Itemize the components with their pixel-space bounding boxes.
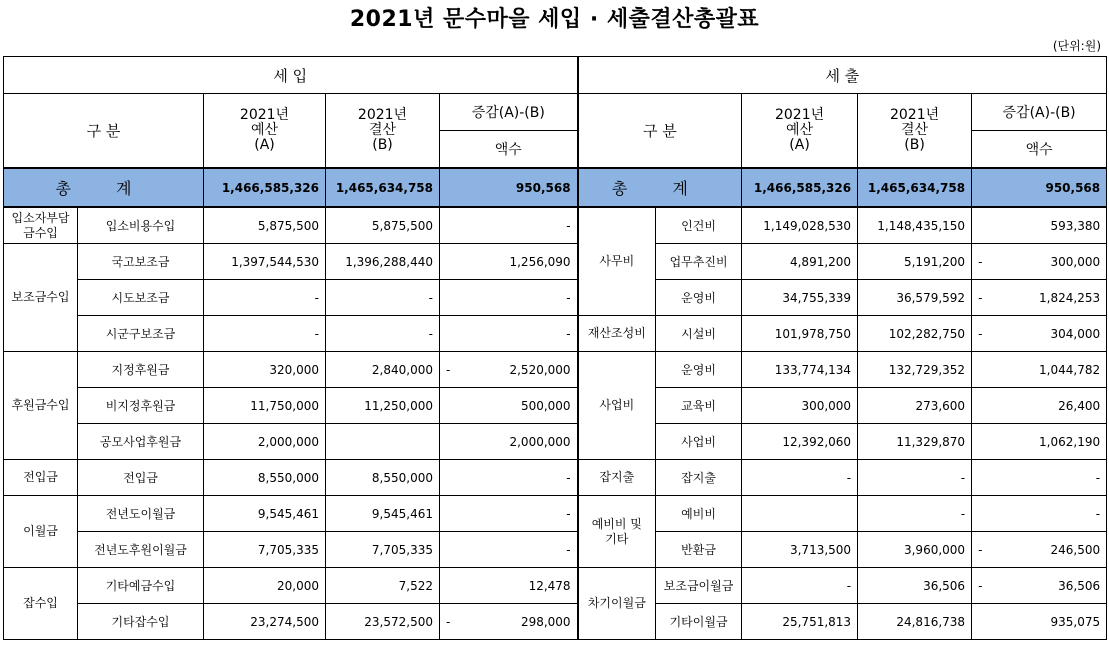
- expense-diff-value: 304,000: [1050, 326, 1101, 341]
- expense-diff-cell: [972, 568, 1107, 604]
- income-diff-value: -: [566, 470, 571, 485]
- expense-budget: 12,392,060: [742, 424, 858, 460]
- income-diff-cell: [440, 424, 578, 460]
- expense-settle: 36,579,592: [858, 280, 972, 316]
- expense-diff-cell: [972, 207, 1107, 244]
- expense-item: 인건비: [656, 207, 742, 244]
- expense-total-diff: 950,568: [972, 168, 1107, 207]
- expense-item: 예비비: [656, 496, 742, 532]
- expense-diff-value: 36,506: [1058, 578, 1101, 593]
- income-group-label: 보조금수입: [4, 244, 78, 352]
- table-row: [4, 460, 1107, 496]
- settlement-table: [3, 56, 1107, 640]
- income-total-diff: 950,568: [440, 168, 578, 207]
- income-item: 공모사업후원금: [78, 424, 204, 460]
- expense-amount-header: 액수: [972, 131, 1107, 169]
- negative-sign: -: [446, 614, 451, 629]
- expense-item: 기타이월금: [656, 604, 742, 640]
- income-diff-value: -: [566, 290, 571, 305]
- expense-total-budget: 1,466,585,326: [742, 168, 858, 207]
- income-diff-value: -: [566, 506, 571, 521]
- unit-label: (단위:원): [1052, 39, 1101, 53]
- income-item: 전년도후원이월금: [78, 532, 204, 568]
- expense-settle: -: [858, 496, 972, 532]
- negative-sign: -: [978, 290, 983, 305]
- expense-settle: 36,506: [858, 568, 972, 604]
- income-diff-cell: [440, 532, 578, 568]
- income-diff-cell: [440, 280, 578, 316]
- income-item: 국고보조금: [78, 244, 204, 280]
- income-budget: 23,274,500: [204, 604, 326, 640]
- expense-budget: 133,774,134: [742, 352, 858, 388]
- income-diff-value: -: [566, 542, 571, 557]
- income-total-settle: 1,465,634,758: [326, 168, 440, 207]
- expense-settle: 1,148,435,150: [858, 207, 972, 244]
- income-diff-value: 2,520,000: [509, 362, 571, 377]
- expense-budget: [742, 496, 858, 532]
- income-budget: 320,000: [204, 352, 326, 388]
- expense-diff-value: 1,044,782: [1039, 362, 1101, 377]
- income-item: 기타예금수입: [78, 568, 204, 604]
- expense-group-label: 잡지출: [578, 460, 656, 496]
- income-diff-value: 1,256,090: [509, 254, 571, 269]
- income-settle: 9,545,461: [326, 496, 440, 532]
- income-settle: 23,572,500: [326, 604, 440, 640]
- expense-budget-header: 2021년 예산 (A): [742, 94, 858, 169]
- expense-settle: 3,960,000: [858, 532, 972, 568]
- expense-item: 사업비: [656, 424, 742, 460]
- income-group-label: 전입금: [4, 460, 78, 496]
- income-settle: 5,875,500: [326, 207, 440, 244]
- income-settle: 8,550,000: [326, 460, 440, 496]
- expense-item: 업무추진비: [656, 244, 742, 280]
- income-diff-cell: [440, 460, 578, 496]
- income-item: 기타잡수입: [78, 604, 204, 640]
- income-diff-cell: [440, 352, 578, 388]
- table-row: [4, 316, 1107, 352]
- expense-diff-value: -: [1095, 470, 1101, 485]
- income-budget: -: [204, 316, 326, 352]
- table-row: [4, 207, 1107, 244]
- negative-sign: -: [446, 362, 451, 377]
- income-diff-cell: [440, 207, 578, 244]
- income-total-label: 총 계: [4, 168, 204, 207]
- expense-diff-value: -: [1095, 506, 1101, 521]
- expense-item: 잡지출: [656, 460, 742, 496]
- expense-budget: 300,000: [742, 388, 858, 424]
- expense-diff-value: 26,400: [1058, 398, 1101, 413]
- income-settle: 7,522: [326, 568, 440, 604]
- table-row: [4, 388, 1107, 424]
- expense-settle: 102,282,750: [858, 316, 972, 352]
- table-row: [4, 568, 1107, 604]
- income-budget: 1,397,544,530: [204, 244, 326, 280]
- expense-group-label: 재산조성비: [578, 316, 656, 352]
- income-item: 전입금: [78, 460, 204, 496]
- expense-diff-value: 593,380: [1050, 218, 1101, 233]
- income-budget: 5,875,500: [204, 207, 326, 244]
- income-budget: 7,705,335: [204, 532, 326, 568]
- expense-category-header: 구 분: [578, 94, 742, 169]
- income-group-label: 잡수입: [4, 568, 78, 640]
- income-category-header: 구 분: [4, 94, 204, 169]
- expense-diff-cell: [972, 604, 1107, 640]
- expense-diff-cell: [972, 388, 1107, 424]
- income-diff-value: 298,000: [520, 614, 571, 629]
- expense-diff-cell: [972, 496, 1107, 532]
- income-settle: 11,250,000: [326, 388, 440, 424]
- income-diff-value: 500,000: [520, 398, 571, 413]
- negative-sign: -: [978, 326, 983, 341]
- income-total-budget: 1,466,585,326: [204, 168, 326, 207]
- expense-diff-value: 935,075: [1050, 614, 1101, 629]
- expense-settle: 24,816,738: [858, 604, 972, 640]
- expense-item: 반환금: [656, 532, 742, 568]
- expense-settle: -: [858, 460, 972, 496]
- income-settle: -: [326, 316, 440, 352]
- expense-budget: 3,713,500: [742, 532, 858, 568]
- expense-diff-cell: [972, 460, 1107, 496]
- income-settle-header: 2021년 결산 (B): [326, 94, 440, 169]
- negative-sign: -: [978, 578, 983, 593]
- table-row: [4, 532, 1107, 568]
- expense-item: 보조금이월금: [656, 568, 742, 604]
- expense-diff-cell: [972, 532, 1107, 568]
- income-budget: -: [204, 280, 326, 316]
- income-item: 지정후원금: [78, 352, 204, 388]
- expense-budget: 4,891,200: [742, 244, 858, 280]
- income-diff-value: -: [566, 326, 571, 341]
- expense-diff-value: 1,824,253: [1039, 290, 1101, 305]
- income-diff-header: 증감(A)-(B): [440, 94, 578, 131]
- table-row: [4, 280, 1107, 316]
- expense-budget: 34,755,339: [742, 280, 858, 316]
- income-diff-cell: [440, 604, 578, 640]
- income-budget-header: 2021년 예산 (A): [204, 94, 326, 169]
- income-budget: 20,000: [204, 568, 326, 604]
- income-group-label: 이월금: [4, 496, 78, 568]
- income-settle: 1,396,288,440: [326, 244, 440, 280]
- expense-total-label: 총 계: [578, 168, 742, 207]
- income-settle: 2,840,000: [326, 352, 440, 388]
- expense-settle: 11,329,870: [858, 424, 972, 460]
- expense-budget: -: [742, 460, 858, 496]
- income-item: 시도보조금: [78, 280, 204, 316]
- income-diff-value: 2,000,000: [509, 434, 571, 449]
- expense-item: 교육비: [656, 388, 742, 424]
- expense-item: 시설비: [656, 316, 742, 352]
- expense-settle-header: 2021년 결산 (B): [858, 94, 972, 169]
- income-diff-value: -: [566, 218, 571, 233]
- negative-sign: -: [978, 542, 983, 557]
- expense-group-label: 사업비: [578, 352, 656, 460]
- expense-budget: -: [742, 568, 858, 604]
- table-row: [4, 424, 1107, 460]
- table-row: [4, 244, 1107, 280]
- income-diff-value: 12,478: [528, 578, 571, 593]
- negative-sign: -: [978, 254, 983, 269]
- expense-settle: 273,600: [858, 388, 972, 424]
- table-row: [4, 604, 1107, 640]
- income-item: 입소비용수입: [78, 207, 204, 244]
- expense-item: 운영비: [656, 352, 742, 388]
- income-budget: 9,545,461: [204, 496, 326, 532]
- expense-item: 운영비: [656, 280, 742, 316]
- income-settle: -: [326, 280, 440, 316]
- expense-settle: 132,729,352: [858, 352, 972, 388]
- expense-budget: 1,149,028,530: [742, 207, 858, 244]
- expense-settle: 5,191,200: [858, 244, 972, 280]
- expense-diff-header: 증감(A)-(B): [972, 94, 1107, 131]
- income-settle: [326, 424, 440, 460]
- income-section-header: 세 입: [4, 57, 578, 94]
- table-row: [4, 352, 1107, 388]
- income-item: 시군구보조금: [78, 316, 204, 352]
- expense-section-header: 세 출: [578, 57, 1107, 94]
- expense-diff-cell: [972, 280, 1107, 316]
- income-diff-cell: [440, 316, 578, 352]
- income-group-label: 후원금수입: [4, 352, 78, 460]
- expense-diff-cell: [972, 424, 1107, 460]
- income-item: 비지정후원금: [78, 388, 204, 424]
- income-amount-header: 액수: [440, 131, 578, 169]
- page-title: 2021년 문수마을 세입 · 세출결산총괄표: [349, 7, 760, 32]
- income-budget: 8,550,000: [204, 460, 326, 496]
- income-budget: 2,000,000: [204, 424, 326, 460]
- expense-group-label: 사무비: [578, 207, 656, 316]
- expense-diff-cell: [972, 244, 1107, 280]
- income-diff-cell: [440, 568, 578, 604]
- expense-diff-value: 246,500: [1050, 542, 1101, 557]
- expense-diff-value: 300,000: [1050, 254, 1101, 269]
- expense-diff-value: 1,062,190: [1039, 434, 1101, 449]
- expense-diff-cell: [972, 352, 1107, 388]
- expense-group-label: 예비비 및 기타: [578, 496, 656, 568]
- income-diff-cell: [440, 388, 578, 424]
- expense-budget: 101,978,750: [742, 316, 858, 352]
- income-diff-cell: [440, 496, 578, 532]
- expense-total-settle: 1,465,634,758: [858, 168, 972, 207]
- expense-group-label: 차기이월금: [578, 568, 656, 640]
- income-group-label: 입소자부담 금수입: [4, 207, 78, 244]
- expense-budget: 25,751,813: [742, 604, 858, 640]
- income-item: 전년도이월금: [78, 496, 204, 532]
- income-diff-cell: [440, 244, 578, 280]
- expense-diff-cell: [972, 316, 1107, 352]
- income-budget: 11,750,000: [204, 388, 326, 424]
- income-settle: 7,705,335: [326, 532, 440, 568]
- table-row: [4, 496, 1107, 532]
